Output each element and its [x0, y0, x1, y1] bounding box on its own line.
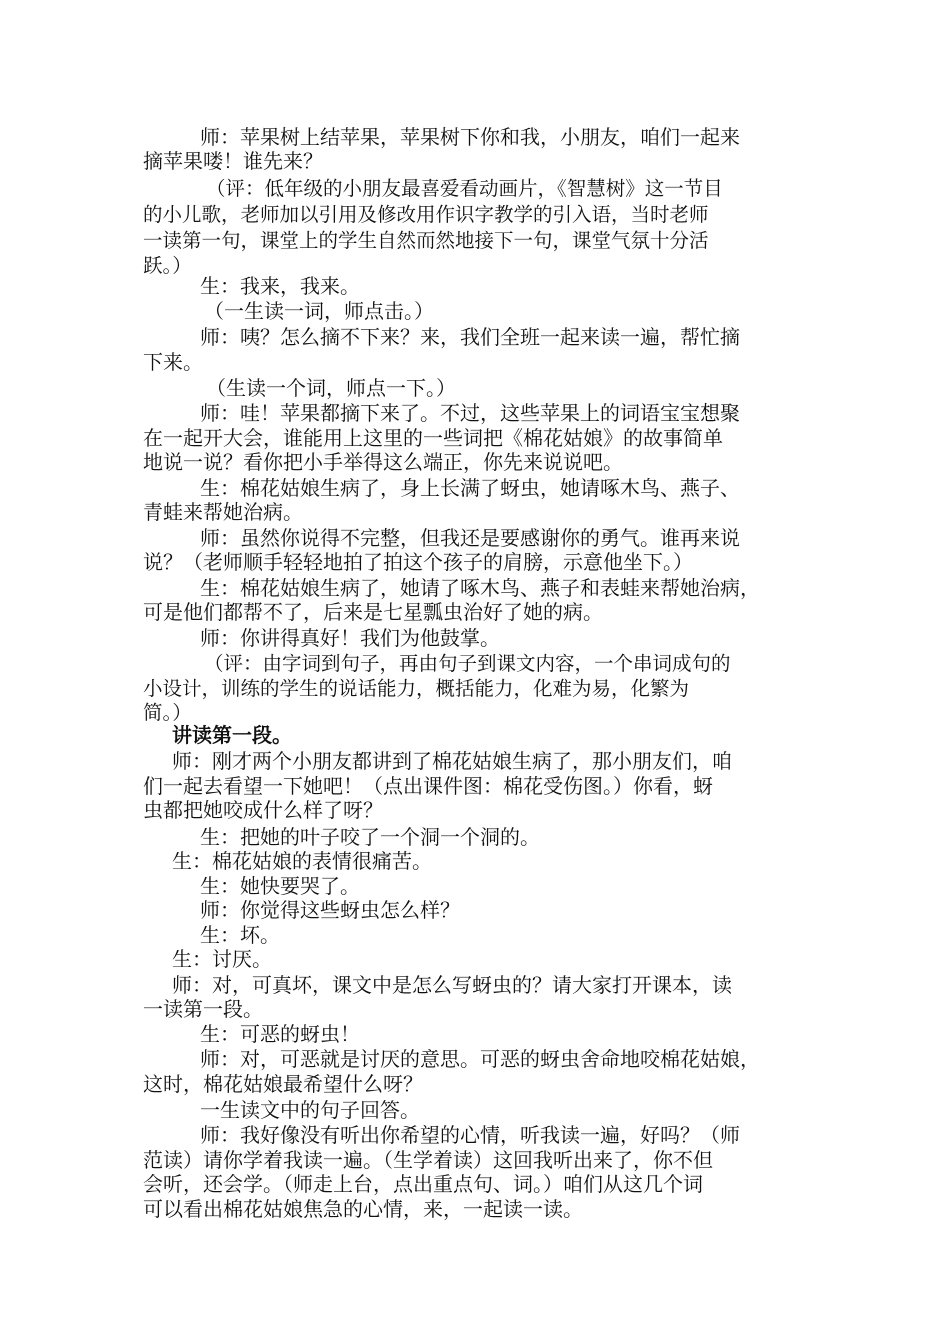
text-line: 师：虽然你说得不完整，但我还是要感谢你的勇气。谁再来说: [200, 526, 740, 550]
text-line: 摘苹果喽！谁先来？: [143, 149, 323, 173]
text-line: 生：讨厌。: [172, 947, 272, 971]
comment-line: 小设计，训练的学生的说话能力，概括能力，化难为易，化繁为: [143, 677, 690, 700]
text-line: 生：棉花姑娘生病了，她请了啄木鸟、燕子和表蛙来帮她治病，: [200, 576, 760, 600]
text-line: 这时，棉花姑娘最希望什么呀？: [143, 1072, 423, 1096]
text-line: 生：棉花姑娘生病了，身上长满了蚜虫，她请啄木鸟、燕子、: [200, 476, 740, 500]
text-line: 青蛙来帮她治病。: [143, 500, 303, 524]
text-line: 师：刚才两个小朋友都讲到了棉花姑娘生病了，那小朋友们，咱: [172, 749, 732, 773]
text-line: 一生读文中的句子回答。: [200, 1098, 420, 1122]
text-line: 生：我来，我来。: [200, 274, 360, 298]
comment-line: 的小儿歌，老师加以引用及修改用作识字教学的引入语，当时老师: [143, 203, 709, 226]
text-line: 可以看出棉花姑娘焦急的心情，来，一起读一读。: [143, 1197, 583, 1221]
text-line: 生：可恶的蚜虫！: [200, 1022, 360, 1046]
section-heading: 讲读第一段。: [172, 723, 292, 747]
text-line: 们一起去看望一下她吧！（点出课件图：棉花受伤图。）你看，蚜: [143, 774, 713, 798]
text-line: 师：我好像没有听出你希望的心情，听我读一遍，好吗？（师: [200, 1123, 740, 1147]
text-line: 生：她快要哭了。: [200, 874, 360, 898]
text-line: 师：你讲得真好！我们为他鼓掌。: [200, 626, 500, 650]
text-line: 范读）请你学着我读一遍。（生学着读）这回我听出来了，你不但: [143, 1148, 713, 1172]
text-line: 地说一说？看你把小手举得这么端正，你先来说说吧。: [143, 450, 623, 474]
text-line: （生读一个词，师点一下。）: [206, 376, 456, 400]
text-line: 会听，还会学。（师走上台，点出重点句、词。）咱们从这几个词: [143, 1172, 703, 1196]
text-line: 生：坏。: [200, 923, 280, 947]
text-line: （一生读一词，师点击。）: [204, 299, 434, 323]
text-line: 一读第一段。: [143, 997, 263, 1021]
text-line: 师：咦？怎么摘不下来？来，我们全班一起来读一遍，帮忙摘: [200, 325, 740, 349]
text-line: 师：哇！苹果都摘下来了。不过，这些苹果上的词语宝宝想聚: [200, 401, 740, 425]
comment-line: 跃。）: [143, 254, 192, 277]
text-line: 师：对，可真坏，课文中是怎么写蚜虫的？请大家打开课本，读: [172, 973, 732, 997]
text-line: 虫都把她咬成什么样了呀？: [143, 798, 383, 822]
text-line: 可是他们都帮不了，后来是七星瓢虫治好了她的病。: [143, 600, 603, 624]
comment-line: （评：由字词到句子，再由句子到课文内容，一个串词成句的: [204, 652, 731, 675]
text-line: 生：把她的叶子咬了一个洞一个洞的。: [200, 825, 540, 849]
text-line: 下来。: [143, 350, 203, 374]
text-line: 在一起开大会，谁能用上这里的一些词把《棉花姑娘》的故事简单: [143, 426, 723, 450]
text-line: 说？（老师顺手轻轻地拍了拍这个孩子的肩膀，示意他坐下。）: [143, 550, 693, 574]
text-line: 师：苹果树上结苹果，苹果树下你和我，小朋友，咱们一起来: [200, 125, 740, 149]
text-line: 师：你觉得这些蚜虫怎么样？: [200, 898, 460, 922]
comment-line: （评：低年级的小朋友最喜爱看动画片，《智慧树》这一节目: [206, 177, 723, 200]
text-line: 生：棉花姑娘的表情很痛苦。: [172, 849, 432, 873]
text-line: 师：对，可恶就是讨厌的意思。可恶的蚜虫舍命地咬棉花姑娘，: [200, 1047, 760, 1071]
comment-line: 一读第一句，课堂上的学生自然而然地接下一句，课堂气氛十分活: [143, 229, 709, 252]
comment-line: 简。）: [143, 701, 192, 724]
